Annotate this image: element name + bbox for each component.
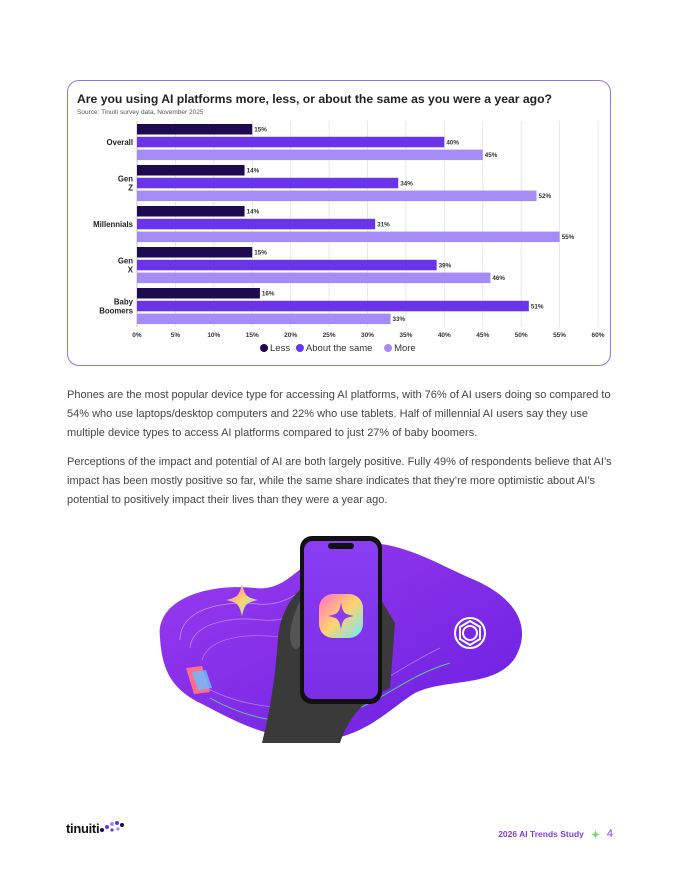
legend-marker [384,344,392,352]
legend-label: About the same [305,343,373,354]
x-tick-label: 15% [245,332,259,339]
category-label: Z [128,183,133,193]
category-label: Baby [113,297,133,307]
bar-less [137,288,260,299]
brand-name: tinuiti [66,821,100,836]
bar-about-the-same [137,260,437,271]
legend-marker [296,344,304,352]
data-label: 14% [246,167,260,175]
bar-less [137,165,245,176]
x-tick-label: 30% [360,332,375,339]
bar-less [137,247,252,258]
data-label: 45% [484,152,498,160]
data-label: 39% [438,262,452,270]
bar-about-the-same [137,137,444,148]
category-label: X [127,265,133,275]
bar-more [137,150,483,161]
bar-about-the-same [137,301,529,312]
app-sparkle-icon [319,594,363,638]
bar-more [137,273,490,284]
data-label: 14% [246,208,260,216]
x-tick-label: 20% [284,332,298,339]
data-label: 33% [392,316,406,324]
x-tick-label: 40% [437,332,451,339]
legend-label: Less [270,343,291,354]
data-label: 15% [254,249,267,257]
x-tick-label: 25% [322,332,336,339]
paragraph-devices: Phones are the most popular device type for accessing AI platforms, with 76% of AI users doing so compared to 54% who use laptops/desktop computers and 22% who use tablets. Half of millennial AI users say they use multiple device types to access AI platforms compared to just 27% of baby boomers. [67,389,611,439]
bar-less [137,206,245,217]
data-label: 52% [538,193,552,201]
phone-icon [300,536,382,704]
data-label: 46% [492,275,506,283]
footer-right [498,828,613,840]
x-tick-label: 50% [514,332,528,339]
x-tick-label: 5% [170,332,181,339]
data-label: 51% [530,303,544,311]
study-title: 2026 AI Trends Study [498,829,584,839]
data-label: 40% [446,139,459,147]
tinuiti-logo [66,818,127,836]
bar-less [137,124,252,135]
legend-label: More [394,343,416,354]
data-label: 55% [561,234,575,242]
bar-more [137,232,560,243]
x-tick-label: 45% [476,332,490,339]
paragraph-perceptions: Perceptions of the impact and potential of AI are both largely positive. Fully 49% of respondents believe that AI’s impact has been mostly positive so far, while the same share indicates that they’re more optimistic about AI’s potential to positively impact their lives than they were a year ago. [67,456,612,506]
bar-chart [68,81,612,367]
bar-more [137,191,537,202]
chart-source: Source: Tinuiti survey data, November 2025 [77,109,204,116]
category-label: Boomers [99,306,133,316]
x-tick-label: 0% [132,332,142,339]
sparkle-icon [591,830,600,839]
phone-illustration [150,528,530,748]
x-tick-label: 35% [399,332,413,339]
bar-about-the-same [137,178,398,189]
category-label: Millennials [93,220,133,230]
page-number: 4 [606,828,613,840]
data-label: 34% [400,180,413,188]
category-label: Overall [106,138,133,148]
category-label: Gen [117,174,133,184]
chart-card [67,80,611,366]
data-label: 16% [261,290,275,298]
x-tick-label: 10% [207,332,221,339]
legend-marker [260,344,268,352]
x-tick-label: 60% [591,332,605,339]
data-label: 31% [377,221,390,229]
logo-dots-icon [99,818,127,836]
category-label: Gen [117,256,133,266]
chart-title: Are you using AI platforms more, less, or about the same as you were a year ago? [77,92,553,106]
x-tick-label: 55% [553,332,567,339]
bar-more [137,314,391,325]
bar-about-the-same [137,219,375,230]
data-label: 15% [254,126,267,134]
